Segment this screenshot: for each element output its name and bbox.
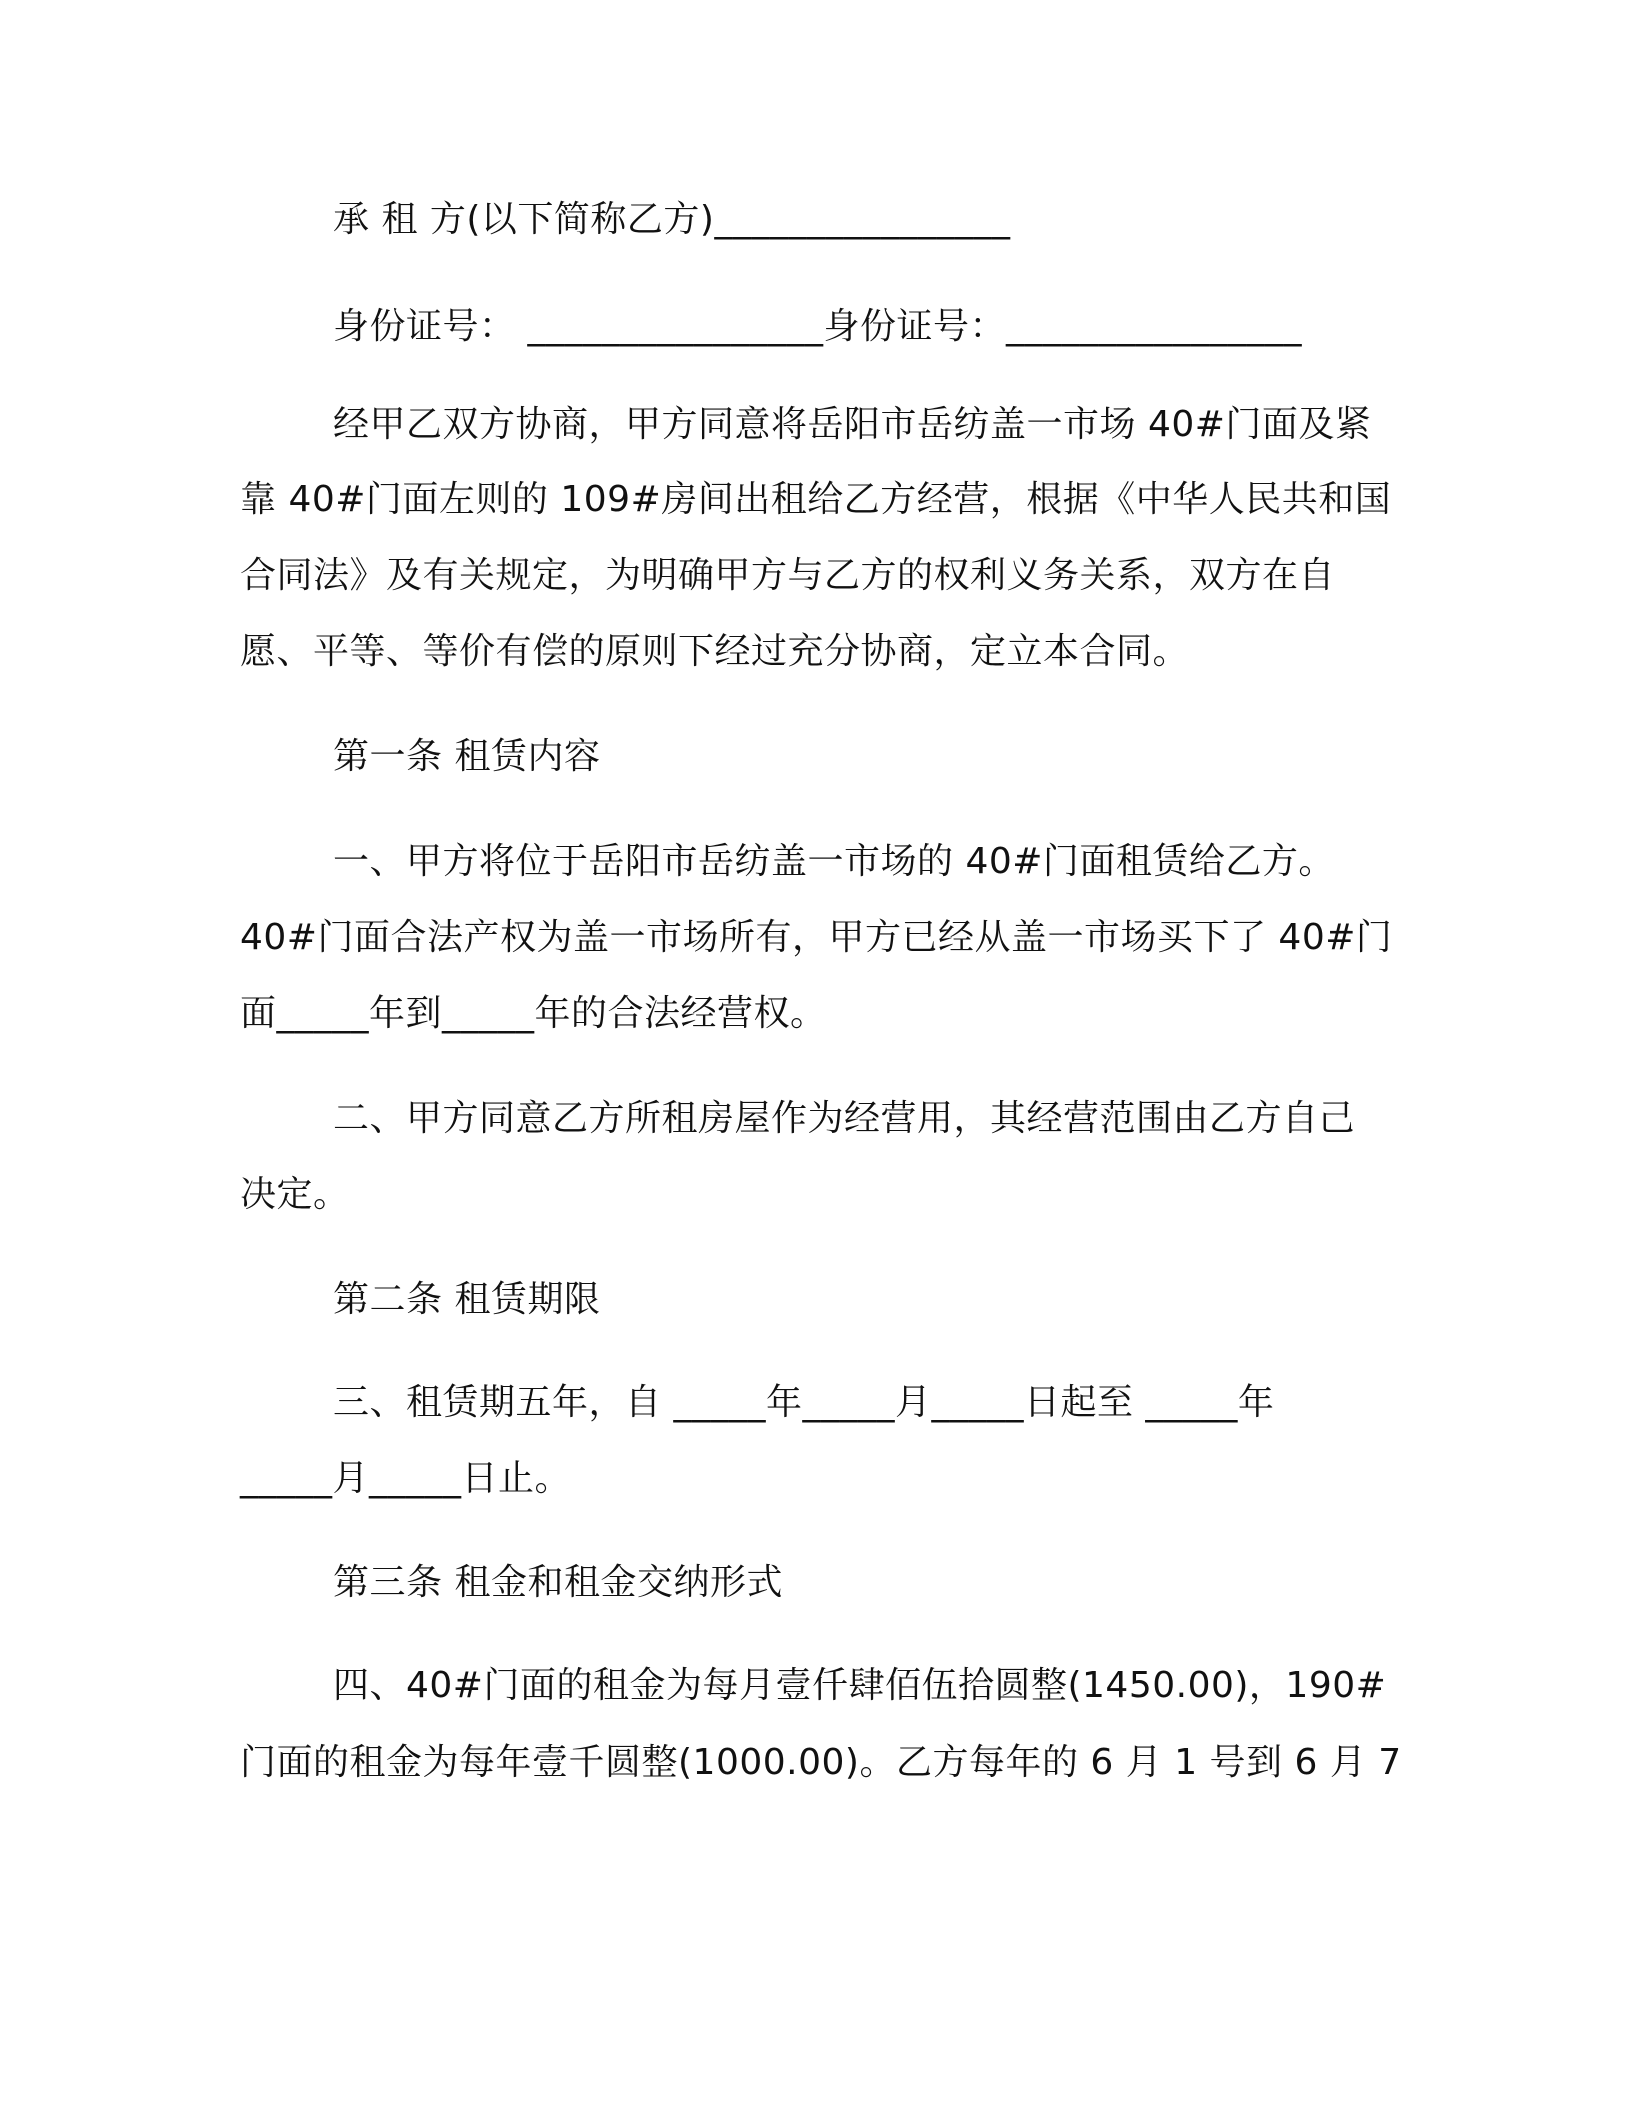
clause-line: 决定。 <box>240 1174 350 1215</box>
id-number-line: 身份证号： ________________身份证号：________________ <box>333 306 1302 347</box>
clause-line: 二、甲方同意乙方所租房屋作为经营用，其经营范围由乙方自己 <box>333 1098 1356 1139</box>
lessee-line: 承 租 方(以下简称乙方)________________ <box>333 199 1011 240</box>
clause-line: _____月_____日止。 <box>240 1458 572 1499</box>
clause-line: 四、40#门面的租金为每月壹仟肆佰伍拾圆整(1450.00)，190# <box>333 1665 1387 1706</box>
clause-line: 三、租赁期五年，自 _____年_____月_____日起至 _____年 <box>333 1382 1275 1423</box>
article-heading: 第一条 租赁内容 <box>333 736 601 777</box>
clause-line: 40#门面合法产权为盖一市场所有，甲方已经从盖一市场买下了 40#门 <box>240 917 1393 958</box>
article-heading: 第二条 租赁期限 <box>333 1279 601 1320</box>
intro-paragraph-line: 靠 40#门面左则的 109#房间出租给乙方经营，根据《中华人民共和国 <box>240 479 1392 520</box>
intro-paragraph-line: 经甲乙双方协商，甲方同意将岳阳市岳纺盖一市场 40#门面及紧 <box>333 404 1372 445</box>
intro-paragraph-line: 合同法》及有关规定，为明确甲方与乙方的权利义务关系，双方在自 <box>240 555 1336 596</box>
clause-line: 门面的租金为每年壹千圆整(1000.00)。乙方每年的 6 月 1 号到 6 月 7 <box>240 1742 1402 1783</box>
clause-line: 面_____年到_____年的合法经营权。 <box>240 993 827 1034</box>
clause-line: 一、甲方将位于岳阳市岳纺盖一市场的 40#门面租赁给乙方。 <box>333 841 1335 882</box>
article-heading: 第三条 租金和租金交纳形式 <box>333 1562 783 1603</box>
intro-paragraph-line: 愿、平等、等价有偿的原则下经过充分协商，定立本合同。 <box>240 631 1190 672</box>
